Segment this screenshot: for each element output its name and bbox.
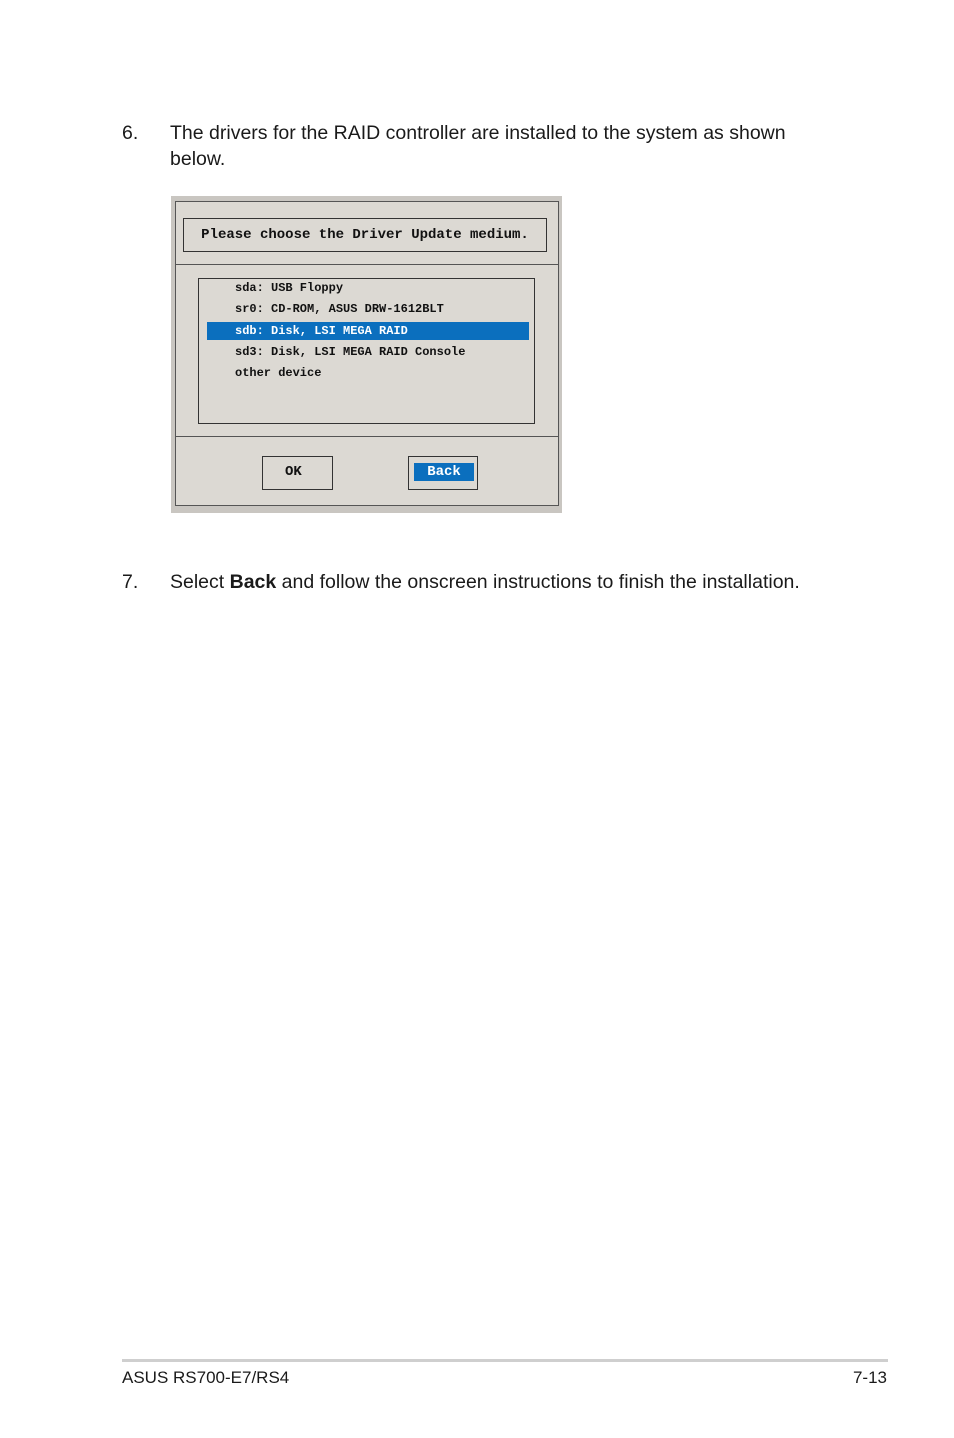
step-text-after: and follow the onscreen instructions to finish the installation. xyxy=(276,571,800,593)
divider xyxy=(176,436,558,437)
device-list[interactable] xyxy=(198,278,535,424)
step-number: 6. xyxy=(122,122,139,144)
footer-model: ASUS RS700-E7/RS4 xyxy=(122,1368,290,1387)
driver-update-dialog xyxy=(175,201,559,506)
step-text xyxy=(170,569,800,595)
dialog-title: Please choose the Driver Update medium. xyxy=(183,218,547,252)
device-item-sd3[interactable]: sd3: Disk, LSI MEGA RAID Console xyxy=(235,345,466,359)
divider xyxy=(176,264,558,265)
back-button-label: Back xyxy=(414,463,474,481)
step-text-before: Select xyxy=(170,571,230,593)
device-item-sdb-selected[interactable]: sdb: Disk, LSI MEGA RAID xyxy=(207,322,529,340)
device-item-sr0[interactable]: sr0: CD-ROM, ASUS DRW-1612BLT xyxy=(235,302,444,316)
step-number: 7. xyxy=(122,571,139,593)
step-text: The drivers for the RAID controller are installed to the system as shown below. xyxy=(170,122,786,170)
footer-page-number: 7-13 xyxy=(852,1368,887,1387)
driver-update-screenshot xyxy=(171,196,562,513)
footer-rule xyxy=(122,1359,888,1362)
ok-button-label: OK xyxy=(285,464,302,480)
device-item-sda[interactable]: sda: USB Floppy xyxy=(235,281,344,295)
back-button[interactable] xyxy=(408,456,478,490)
device-item-other[interactable]: other device xyxy=(235,366,322,380)
step-text-bold: Back xyxy=(229,571,277,593)
ok-button[interactable] xyxy=(262,456,333,490)
